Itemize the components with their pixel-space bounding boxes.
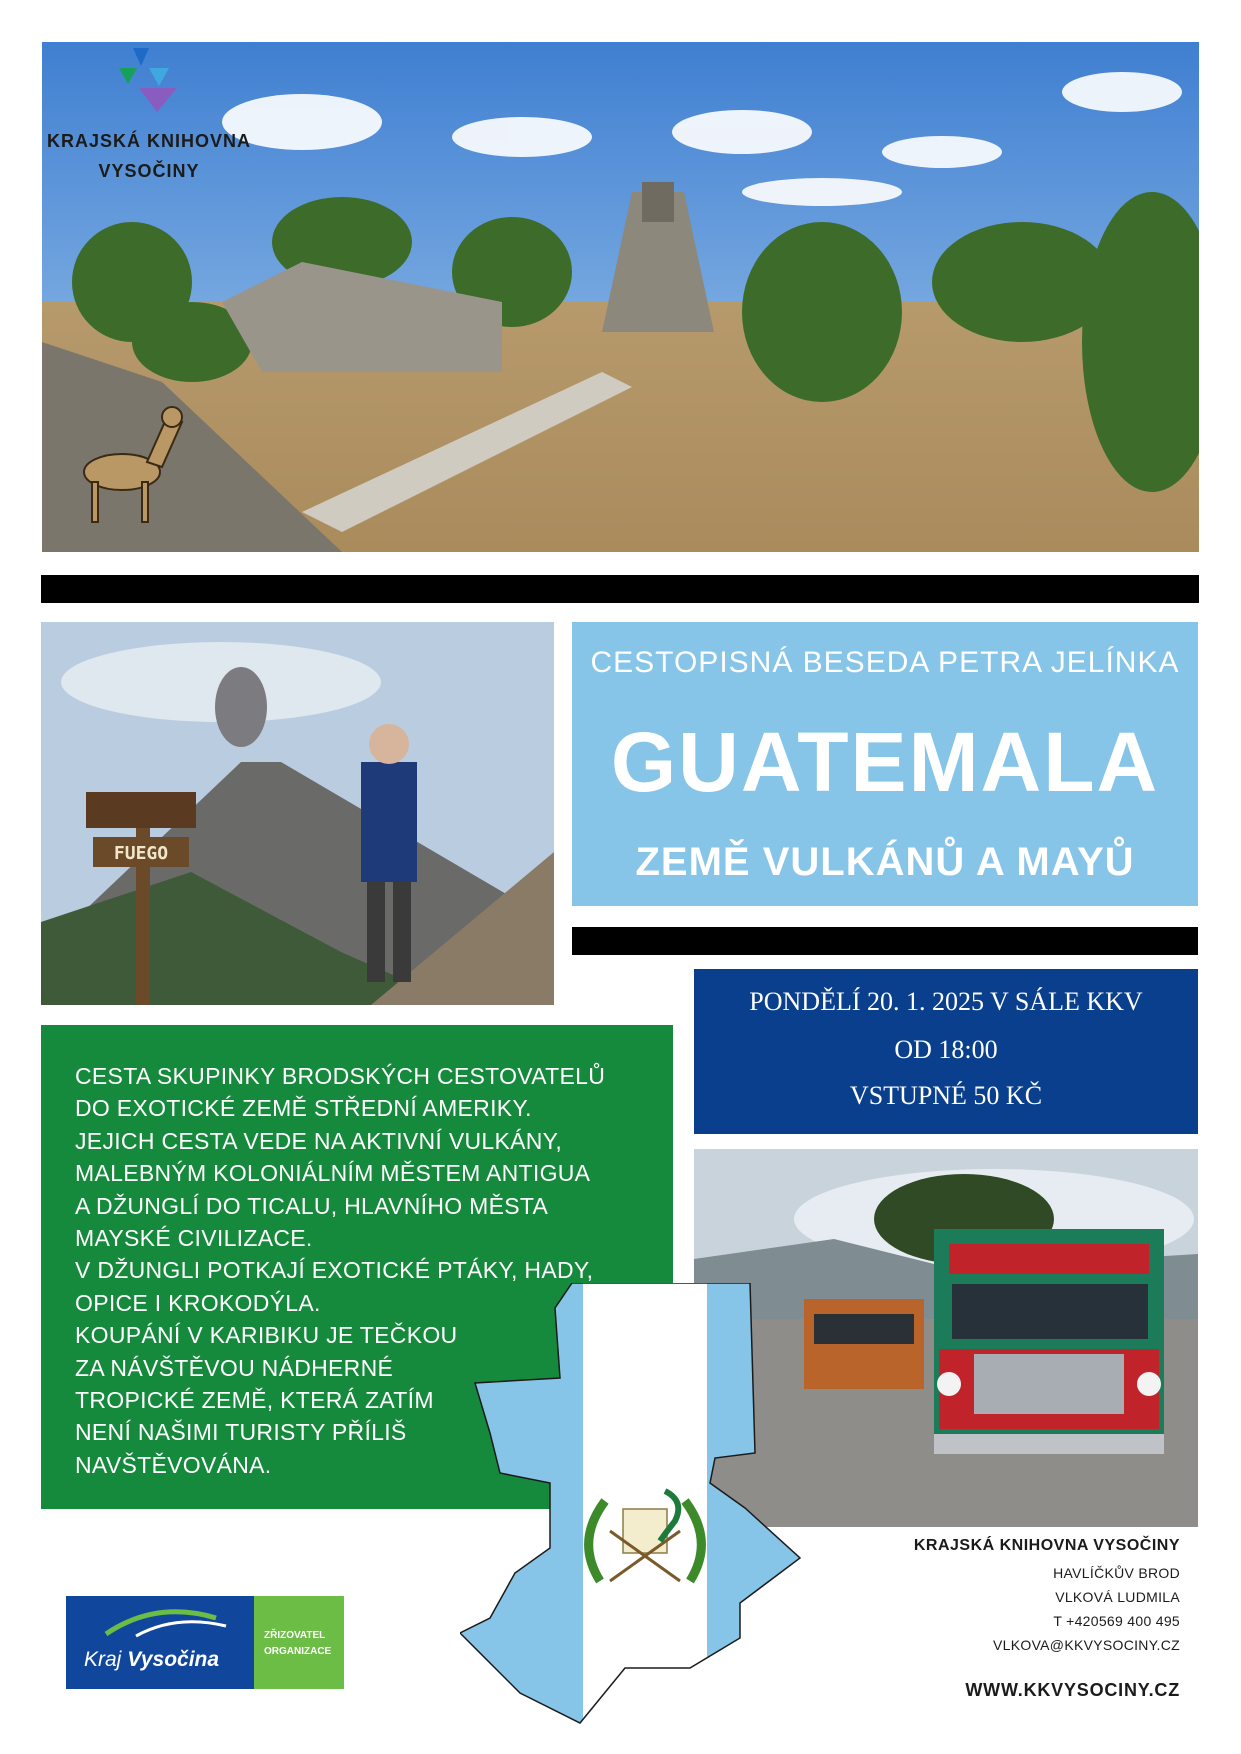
- kraj-logo-right: [254, 1596, 344, 1689]
- kraj-founder-label: ZŘIZOVATEL: [264, 1630, 326, 1641]
- description-line: TROPICKÉ ZEMĚ, KTERÁ ZATÍM: [75, 1387, 434, 1414]
- description-line: JEJICH CESTA VEDE NA AKTIVNÍ VULKÁNY,: [75, 1127, 563, 1154]
- contact-city: HAVLÍČKŮV BROD: [1053, 1565, 1180, 1581]
- divider-bar-top: [41, 575, 1199, 603]
- description-line: MALEBNÝM KOLONIÁLNÍM MĚSTEM ANTIGUA: [75, 1160, 591, 1187]
- kraj-organization-label: ORGANIZACE: [264, 1646, 332, 1657]
- hero-photo-tikal: [42, 42, 1199, 552]
- contact-title: KRAJSKÁ KNIHOVNA VYSOČINY: [913, 1537, 1180, 1554]
- description-line: NAVŠTĚVOVÁNA.: [75, 1451, 272, 1478]
- kraj-name-main: Vysočina: [127, 1648, 220, 1671]
- fuego-sign-text: FUEGO: [113, 843, 169, 864]
- kraj-logo-left: [66, 1596, 254, 1689]
- title-panel: [572, 622, 1198, 906]
- contact-block: [914, 1537, 1180, 1657]
- photo-volcano-fuego: [41, 622, 554, 1005]
- event-tagline: ZEMĚ VULKÁNŮ A MAYŮ: [635, 840, 1135, 884]
- kraj-swoosh-icon: [66, 1596, 254, 1646]
- description-line: NENÍ NAŠIMI TURISTY PŘÍLIŠ: [75, 1419, 407, 1446]
- description-line: ZA NÁVŠTĚVOU NÁDHERNÉ: [75, 1354, 394, 1381]
- kraj-name-prefix: Kraj: [84, 1648, 122, 1671]
- description-line: KOUPÁNÍ V KARIBIKU JE TEČKOU: [75, 1322, 458, 1349]
- contact-person: VLKOVÁ LUDMILA: [1055, 1589, 1180, 1605]
- description-line: CESTA SKUPINKY BRODSKÝCH CESTOVATELŮ: [75, 1063, 606, 1089]
- event-subtitle: CESTOPISNÁ BESEDA PETRA JELÍNKA: [590, 646, 1180, 679]
- schedule-panel: [694, 969, 1198, 1134]
- event-title: GUATEMALA: [610, 715, 1160, 809]
- schedule-price: VSTUPNÉ 50 KČ: [849, 1081, 1043, 1110]
- contact-email[interactable]: VLKOVA@KKVYSOCINY.CZ: [993, 1637, 1180, 1653]
- divider-bar-mid: [572, 927, 1198, 955]
- website-link[interactable]: WWW.KKVYSOCINY.CZ: [965, 1680, 1180, 1700]
- description-line: DO EXOTICKÉ ZEMĚ STŘEDNÍ AMERIKY.: [75, 1095, 532, 1122]
- schedule-time: OD 18:00: [894, 1035, 998, 1064]
- library-logo-text: KRAJSKÁ KNIHOVNA VYSOČINY: [46, 131, 251, 181]
- kraj-vysocina-logo: [66, 1596, 344, 1689]
- description-line: MAYSKÉ CIVILIZACE.: [75, 1225, 313, 1252]
- description-line: V DŽUNGLI POTKAJÍ EXOTICKÉ PTÁKY, HADY,: [75, 1257, 594, 1284]
- library-logo-icon: [119, 48, 179, 112]
- guatemala-map: [460, 1283, 830, 1743]
- schedule-date: PONDĚLÍ 20. 1. 2025 V SÁLE KKV: [749, 987, 1143, 1016]
- description-line: A DŽUNGLÍ DO TICALU, HLAVNÍHO MĚSTA: [75, 1192, 549, 1219]
- contact-phone[interactable]: T +420569 400 495: [1053, 1613, 1180, 1629]
- description-line: OPICE I KROKODÝLA.: [75, 1289, 321, 1316]
